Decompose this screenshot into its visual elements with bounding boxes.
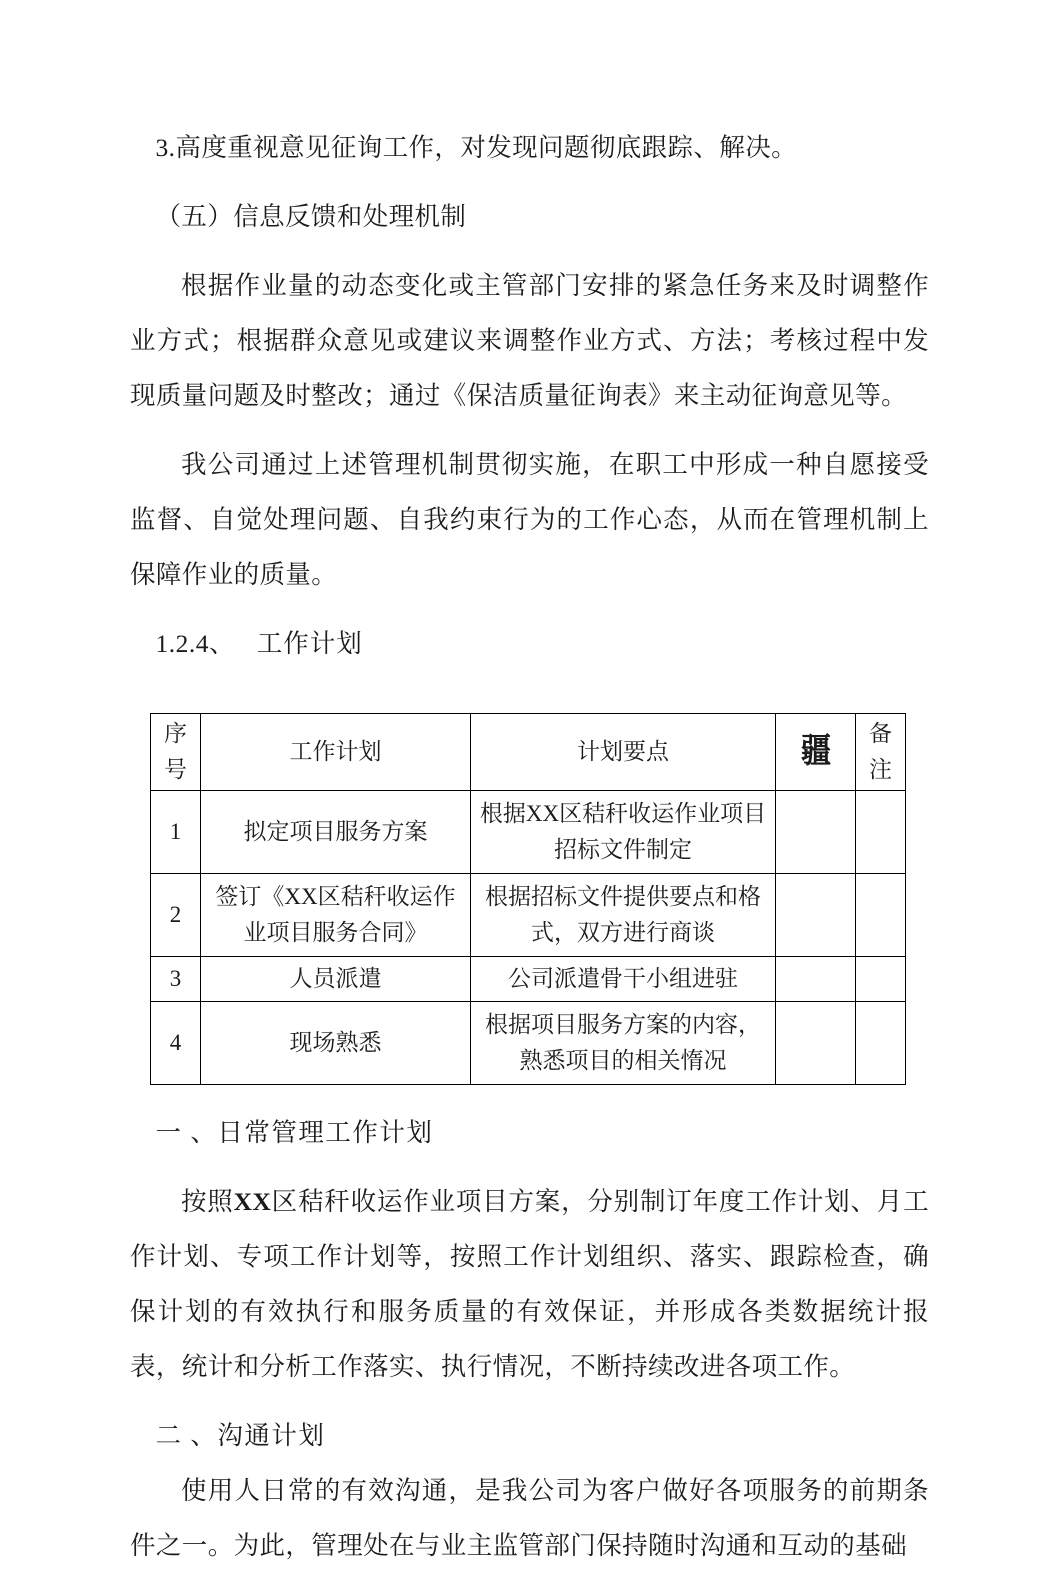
table-cell-completion xyxy=(776,791,856,874)
table-cell-plan: 现场熟悉 xyxy=(201,1002,471,1085)
section-heading-number: 1.2.4、 xyxy=(155,629,236,658)
spacer xyxy=(130,1085,929,1105)
table-cell-no: 2 xyxy=(151,874,201,957)
table-cell-note xyxy=(856,1002,906,1085)
table-header-row xyxy=(151,714,906,791)
table-cell-point: 根据项目服务方案的内容，熟悉项目的相关惰况 xyxy=(471,1002,776,1085)
paragraph-daily-prefix: 按照 xyxy=(181,1187,234,1216)
table-row xyxy=(151,791,906,874)
table-cell-plan: 拟定项目服务方案 xyxy=(201,791,471,874)
table-header-no-line2: 号 xyxy=(164,757,187,782)
work-plan-table xyxy=(150,713,906,1085)
subsection-heading-communication: 二 、沟通计划 xyxy=(155,1421,326,1450)
table-cell-no: 3 xyxy=(151,957,201,1002)
paragraph-daily-management xyxy=(130,1174,929,1394)
subsection-heading-daily-management: 一 、日常管理工作计划 xyxy=(155,1118,434,1147)
table-cell-plan: 签订《XX区秸秆收运作业项目服务合同》 xyxy=(201,874,471,957)
spacer xyxy=(130,175,929,189)
table-header-note-line1: 备 xyxy=(869,721,892,746)
table-cell-note xyxy=(856,957,906,1002)
table-header-plan: 工作计划 xyxy=(201,714,471,791)
table-header-completion-glyph: 疆 xyxy=(801,732,830,770)
table-cell-no: 4 xyxy=(151,1002,201,1085)
table-row xyxy=(151,957,906,1002)
spacer xyxy=(130,1394,929,1408)
table-cell-note xyxy=(856,874,906,957)
table-header-no xyxy=(151,714,201,791)
paragraph-communication: 使用人日常的有效沟通，是我公司为客户做好各项服务的前期条件之一。为此，管理处在与业主监管部门保持随时沟通和互动的基础 xyxy=(130,1476,929,1560)
paragraph-daily-rest: 区秸秆收运作业项目方案，分别制订年度工作计划、月工作计划、专项工作计划等，按照工作计划组织、落实、跟踪检查，确保计划的有效执行和服务质量的有效保证，并形成各类数据统计报表，统计和分析工作落实、执行情况，不断持续改进各项工作。 xyxy=(130,1187,929,1381)
spacer xyxy=(130,602,929,616)
paragraph-item-3: 3.高度重视意见征询工作，对发现问题彻底跟踪、解决。 xyxy=(155,133,798,162)
table-header-note-line2: 注 xyxy=(869,757,892,782)
section-heading-title: 工作计划 xyxy=(256,629,363,658)
table-row xyxy=(151,874,906,957)
spacer xyxy=(130,1160,929,1174)
work-plan-table-wrapper xyxy=(130,713,929,1085)
table-cell-completion xyxy=(776,1002,856,1085)
spacer xyxy=(130,423,929,437)
table-row xyxy=(151,1002,906,1085)
paragraph-feedback-mechanism: 根据作业量的动态变化或主管部门安排的紧急任务来及时调整作业方式；根据群众意见或建议来调整作业方式、方法；考核过程中发现质量问题及时整改；通过《保洁质量征询表》来主动征询意见等。 xyxy=(130,271,929,410)
table-cell-note xyxy=(856,791,906,874)
table-cell-plan: 人员派遣 xyxy=(201,957,471,1002)
table-cell-no: 1 xyxy=(151,791,201,874)
table-header-note xyxy=(856,714,906,791)
table-cell-completion xyxy=(776,957,856,1002)
table-cell-point: 根据XX区秸秆收运作业项目招标文件制定 xyxy=(471,791,776,874)
paragraph-daily-bold: XX xyxy=(233,1187,272,1216)
table-cell-completion xyxy=(776,874,856,957)
paragraph-company-implementation: 我公司通过上述管理机制贯彻实施，在职工中形成一种自愿接受监督、自觉处理问题、自我约束行为的工作心态，从而在管理机制上保障作业的质量。 xyxy=(130,450,929,589)
table-header-no-line1: 序 xyxy=(164,721,187,746)
table-cell-point: 公司派遣骨干小组进驻 xyxy=(471,957,776,1002)
paragraph-section-five: （五）信息反馈和处理机制 xyxy=(155,202,467,231)
section-heading-1-2-4 xyxy=(130,616,929,671)
spacer xyxy=(130,671,929,713)
table-cell-point: 根据招标文件提供要点和格式，双方进行商谈 xyxy=(471,874,776,957)
table-header-point: 计划要点 xyxy=(471,714,776,791)
table-header-completion xyxy=(776,714,856,791)
spacer xyxy=(130,244,929,258)
